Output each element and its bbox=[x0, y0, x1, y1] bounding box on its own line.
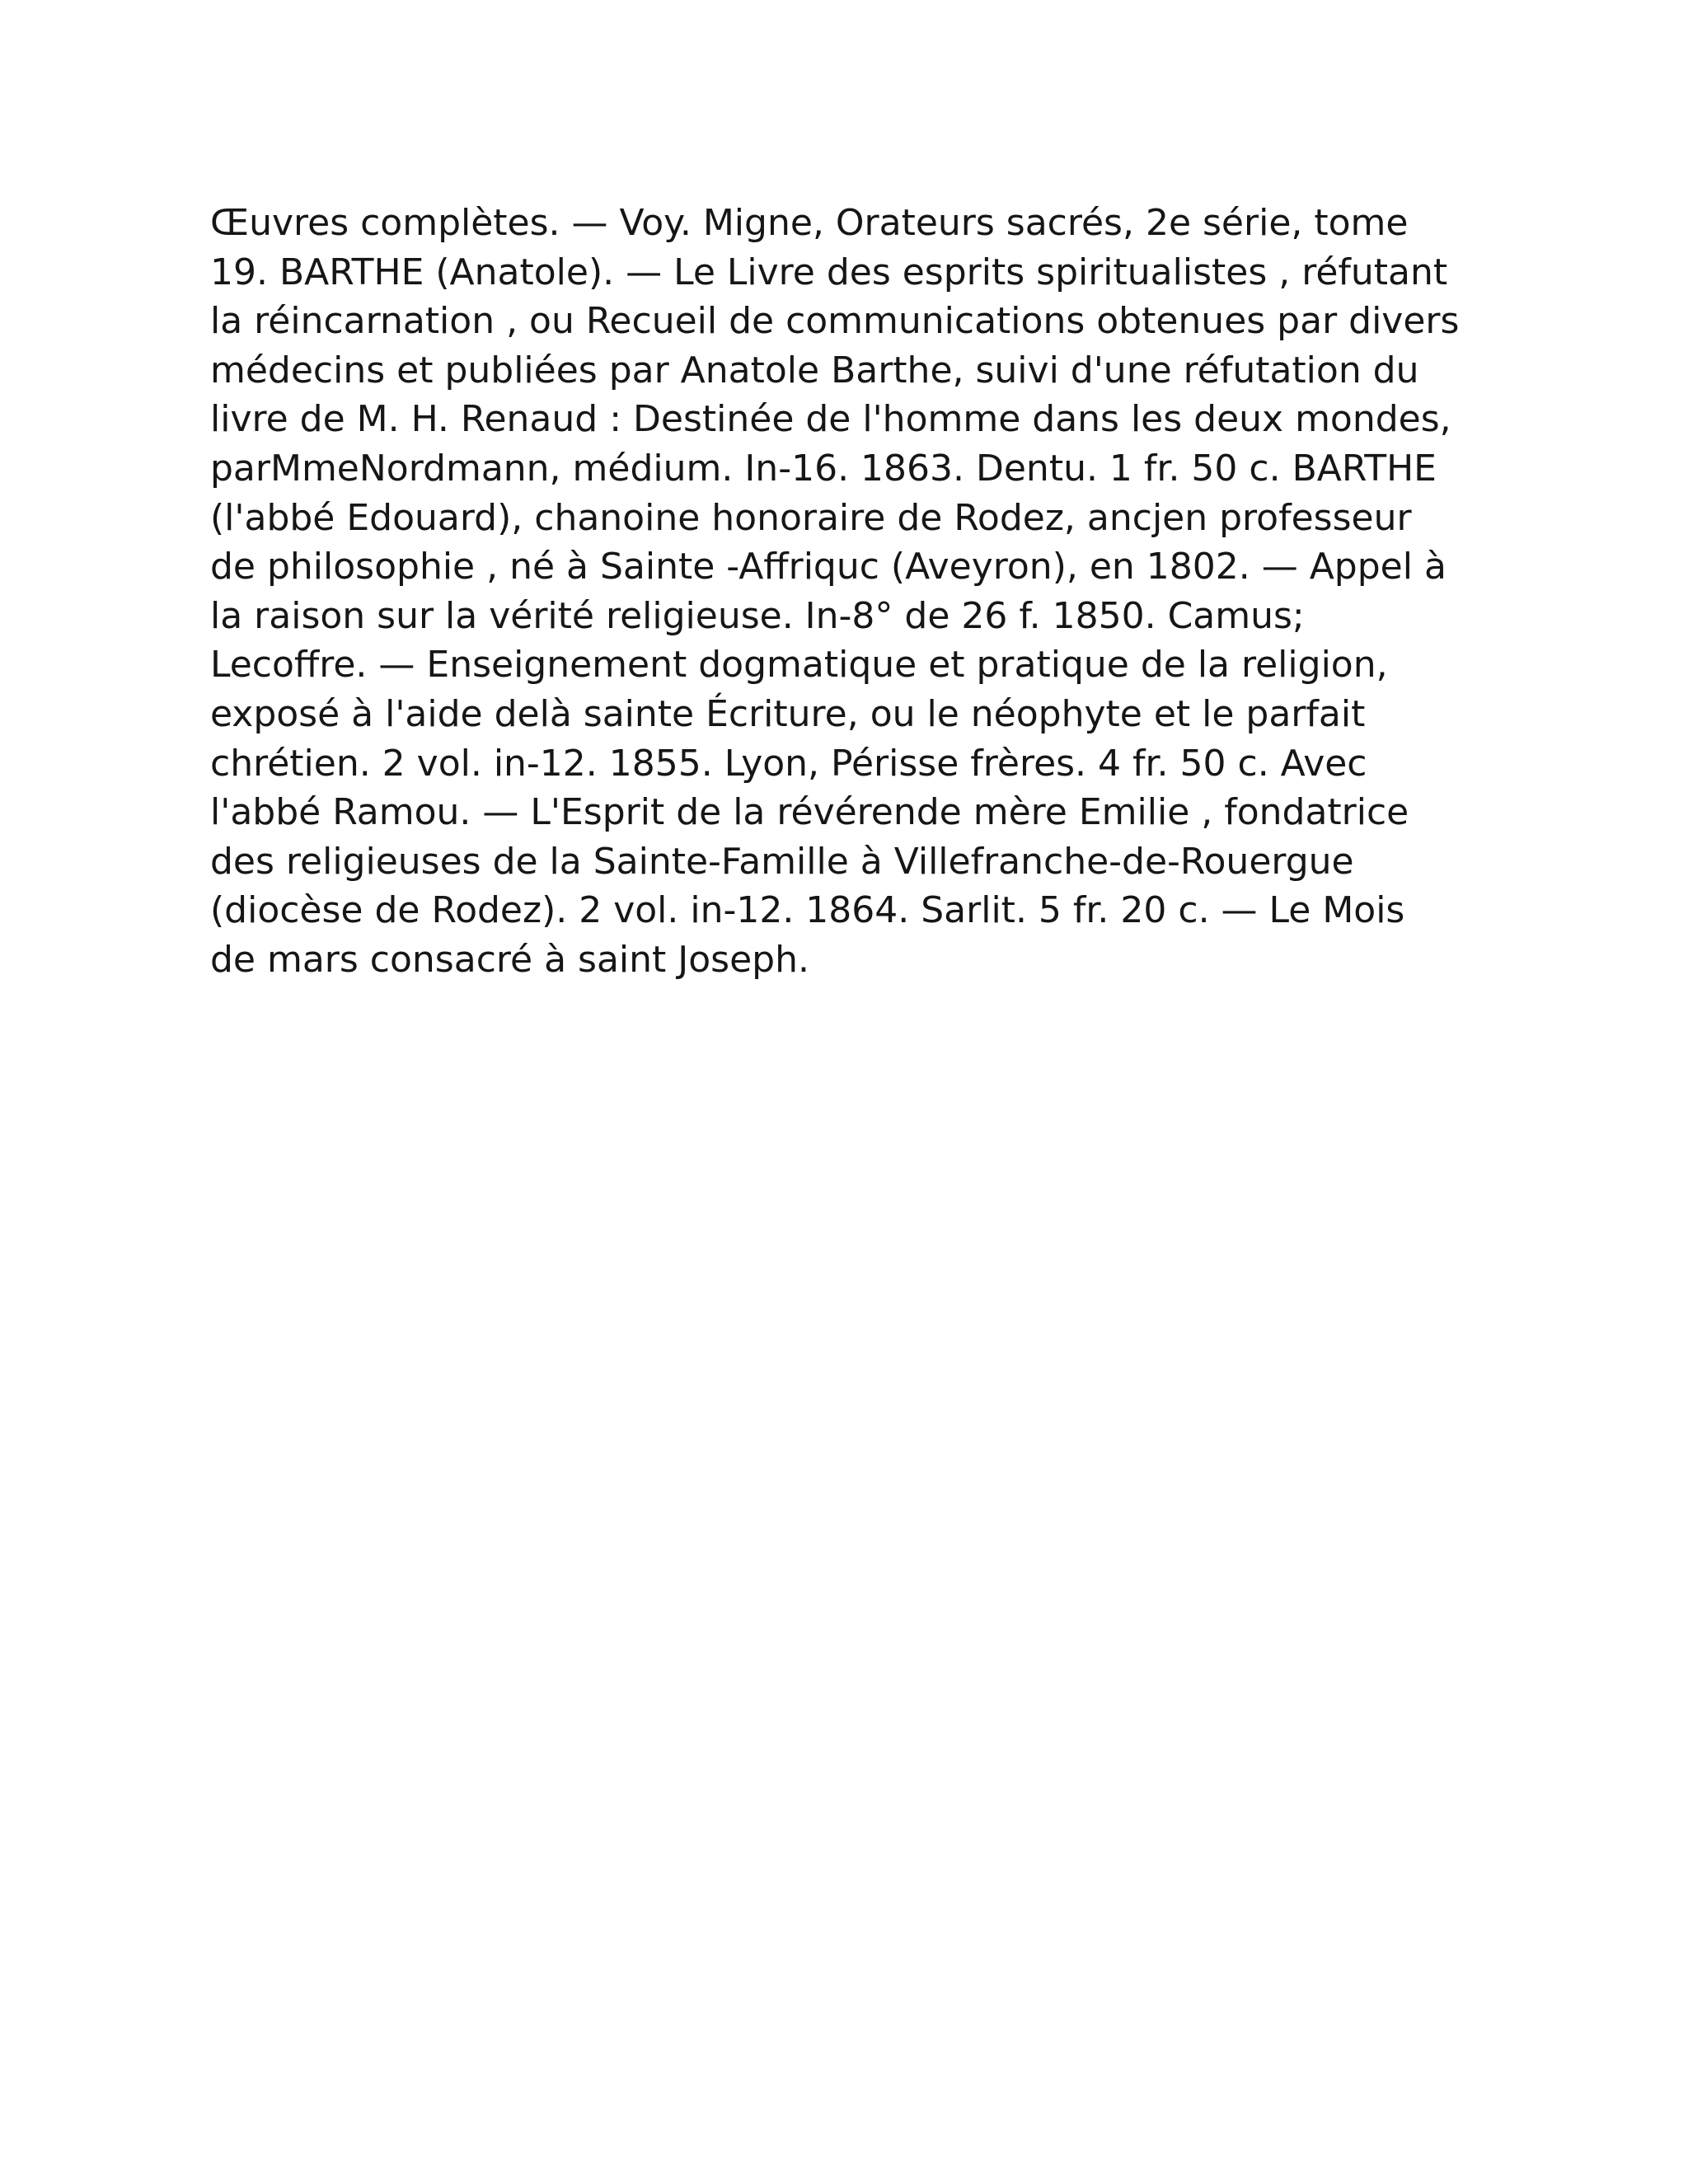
text-line: chrétien. 2 vol. in-12. 1855. Lyon, Périsse frères. 4 fr. 50 c. Avec bbox=[210, 742, 1367, 785]
text-line: la raison sur la vérité religieuse. In-8° de 26 f. 1850. Camus; bbox=[210, 594, 1305, 637]
body-paragraph bbox=[210, 199, 1496, 985]
text-line: la réincarnation , ou Recueil de communications obtenues par divers bbox=[210, 300, 1460, 343]
text-line: de mars consacré à saint Joseph. bbox=[210, 938, 809, 981]
text-line: de philosophie , né à Sainte -Affriquc (Aveyron), en 1802. — Appel à bbox=[210, 546, 1447, 588]
text-line: Lecoffre. — Enseignement dogmatique et pratique de la religion, bbox=[210, 644, 1388, 687]
text-line: (diocèse de Rodez). 2 vol. in-12. 1864. Sarlit. 5 fr. 20 c. — Le Mois bbox=[210, 889, 1405, 932]
text-line: livre de M. H. Renaud : Destinée de l'homme dans les deux mondes, bbox=[210, 398, 1451, 441]
text-line: exposé à l'aide delà sainte Écriture, ou le néophyte et le parfait bbox=[210, 692, 1366, 735]
text-line: l'abbé Ramou. — L'Esprit de la révérende mère Emilie , fondatrice bbox=[210, 791, 1409, 834]
text-line: médecins et publiées par Anatole Barthe, suivi d'une réfutation du bbox=[210, 349, 1419, 391]
text-line: (l'abbé Edouard), chanoine honoraire de Rodez, ancjen professeur bbox=[210, 496, 1412, 539]
text-line: des religieuses de la Sainte-Famille à Villefranche-de-Rouergue bbox=[210, 840, 1354, 883]
text-line: parMmeNordmann, médium. In-16. 1863. Dentu. 1 fr. 50 c. BARTHE bbox=[210, 447, 1437, 490]
text-line: 19. BARTHE (Anatole). — Le Livre des esprits spiritualistes , réfutant bbox=[210, 251, 1448, 293]
text-line: Œuvres complètes. — Voy. Migne, Orateurs sacrés, 2e série, tome bbox=[210, 202, 1409, 244]
